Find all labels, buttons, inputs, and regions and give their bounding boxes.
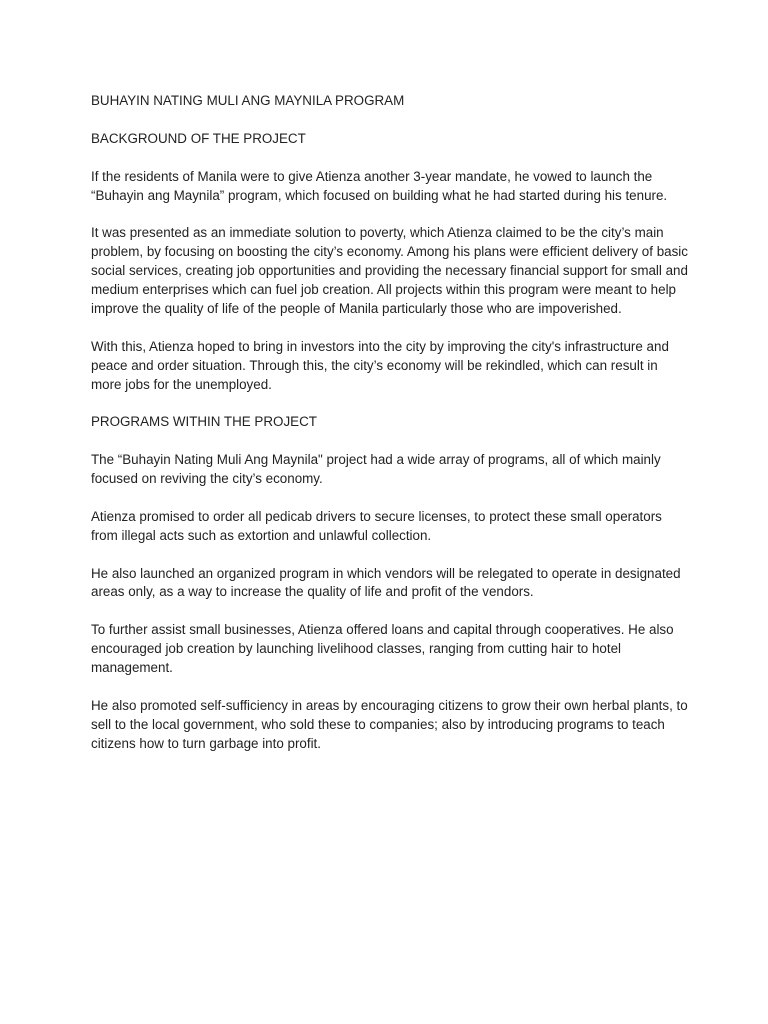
paragraph: He also promoted self-sufficiency in areas by encouraging citizens to grow their own herbal plants, to sell to the local government, who sold these to companies; also by introducing programs to teach citizens how to turn garbage into profit.: [91, 697, 688, 751]
paragraph: Atienza promised to order all pedicab drivers to secure licenses, to protect these small operators from illegal acts such as extortion and unlawful collection.: [91, 508, 662, 543]
paragraph: The “Buhayin Nating Muli Ang Maynila" project had a wide array of programs, all of which mainly focused on reviving the city’s economy.: [91, 452, 661, 487]
paragraph: If the residents of Manila were to give Atienza another 3-year mandate, he vowed to launch the “Buhayin ang Maynila” program, which focused on building what he had started during his tenure.: [91, 168, 668, 203]
document-body: [91, 92, 691, 772]
paragraph: He also launched an organized program in which vendors will be relegated to operate in designated areas only, as a way to increase the quality of life and profit of the vendors.: [91, 565, 681, 600]
paragraph: With this, Atienza hoped to bring in investors into the city by improving the city's infrastructure and peace and order situation. Through this, the city’s economy will be rekindled, which can result in more jobs for the unemployed.: [91, 338, 669, 392]
paragraph: To further assist small businesses, Atienza offered loans and capital through cooperatives. He also encouraged job creation by launching livelihood classes, ranging from cutting hair to hotel management.: [91, 622, 674, 676]
paragraph: It was presented as an immediate solution to poverty, which Atienza claimed to be the city’s main problem, by focusing on boosting the city’s economy. Among his plans were efficient delivery of basic social services, creating job opportunities and providing the necessary financial support for small and medium enterprises which can fuel job creation. All projects within this program were meant to help improve the quality of life of the people of Manila particularly those who are impoverished.: [91, 225, 688, 316]
section-heading-programs: PROGRAMS WITHIN THE PROJECT: [91, 414, 317, 430]
document-title: BUHAYIN NATING MULI ANG MAYNILA PROGRAM: [91, 93, 405, 108]
section-heading-background: BACKGROUND OF THE PROJECT: [91, 130, 306, 146]
